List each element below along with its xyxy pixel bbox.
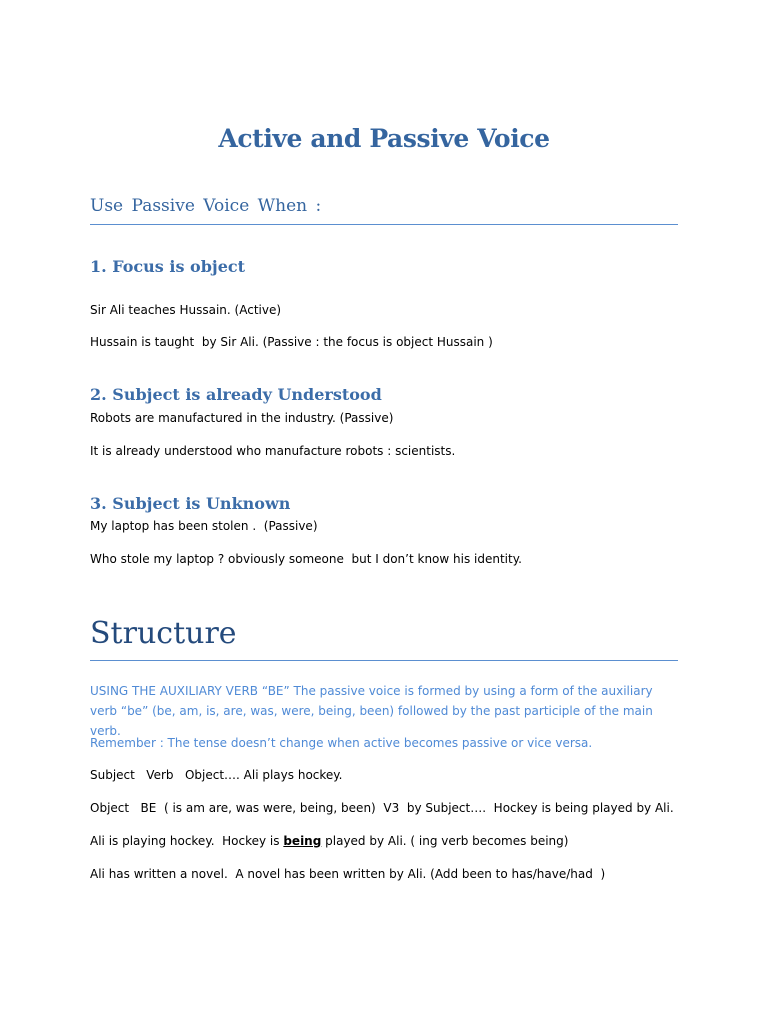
continuous-example-prefix: Ali is playing hockey. Hockey is bbox=[90, 834, 284, 848]
section-1-line-1: Sir Ali teaches Hussain. (Active) bbox=[90, 303, 282, 317]
section-2-line-2: It is already understood who manufacture robots : scientists. bbox=[90, 444, 456, 458]
structure-line-perfect-example: Ali has written a novel. A novel has been written by Ali. (Add been to has/have/had ) bbox=[90, 867, 606, 881]
structure-intro-paragraph: USING THE AUXILIARY VERB “BE” The passive voice is formed by using a form of the auxiliary verb “be” (be, am, is, are, was, were, being, been) followed by the past participle of the main verb. bbox=[90, 684, 653, 738]
structure-remember-note: Remember : The tense doesn’t change when active becomes passive or vice versa. bbox=[90, 736, 593, 750]
continuous-example-suffix: played by Ali. ( ing verb becomes being) bbox=[321, 834, 569, 848]
section-heading-subject-unknown: 3. Subject is Unknown bbox=[90, 494, 291, 513]
subtitle-heading: Use Passive Voice When : bbox=[90, 196, 322, 216]
emphasized-word-being: being bbox=[283, 834, 322, 848]
structure-line-continuous-example bbox=[90, 831, 568, 851]
subtitle-rule bbox=[90, 224, 678, 225]
section-heading-subject-understood: 2. Subject is already Understood bbox=[90, 385, 382, 404]
structure-rule bbox=[90, 660, 678, 661]
structure-line-passive-pattern: Object BE ( is am are, was were, being, been) V3 by Subject…. Hockey is being played by Ali. bbox=[90, 801, 674, 815]
page-title: Active and Passive Voice bbox=[218, 124, 550, 153]
section-1-line-2: Hussain is taught by Sir Ali. (Passive : the focus is object Hussain ) bbox=[90, 335, 493, 349]
section-3-line-1: My laptop has been stolen . (Passive) bbox=[90, 519, 318, 533]
section-heading-focus-object: 1. Focus is object bbox=[90, 257, 245, 276]
section-2-line-1: Robots are manufactured in the industry. (Passive) bbox=[90, 411, 394, 425]
structure-heading: Structure bbox=[90, 616, 237, 651]
structure-line-active-pattern: Subject Verb Object…. Ali plays hockey. bbox=[90, 768, 343, 782]
section-3-line-2: Who stole my laptop ? obviously someone but I don’t know his identity. bbox=[90, 552, 522, 566]
